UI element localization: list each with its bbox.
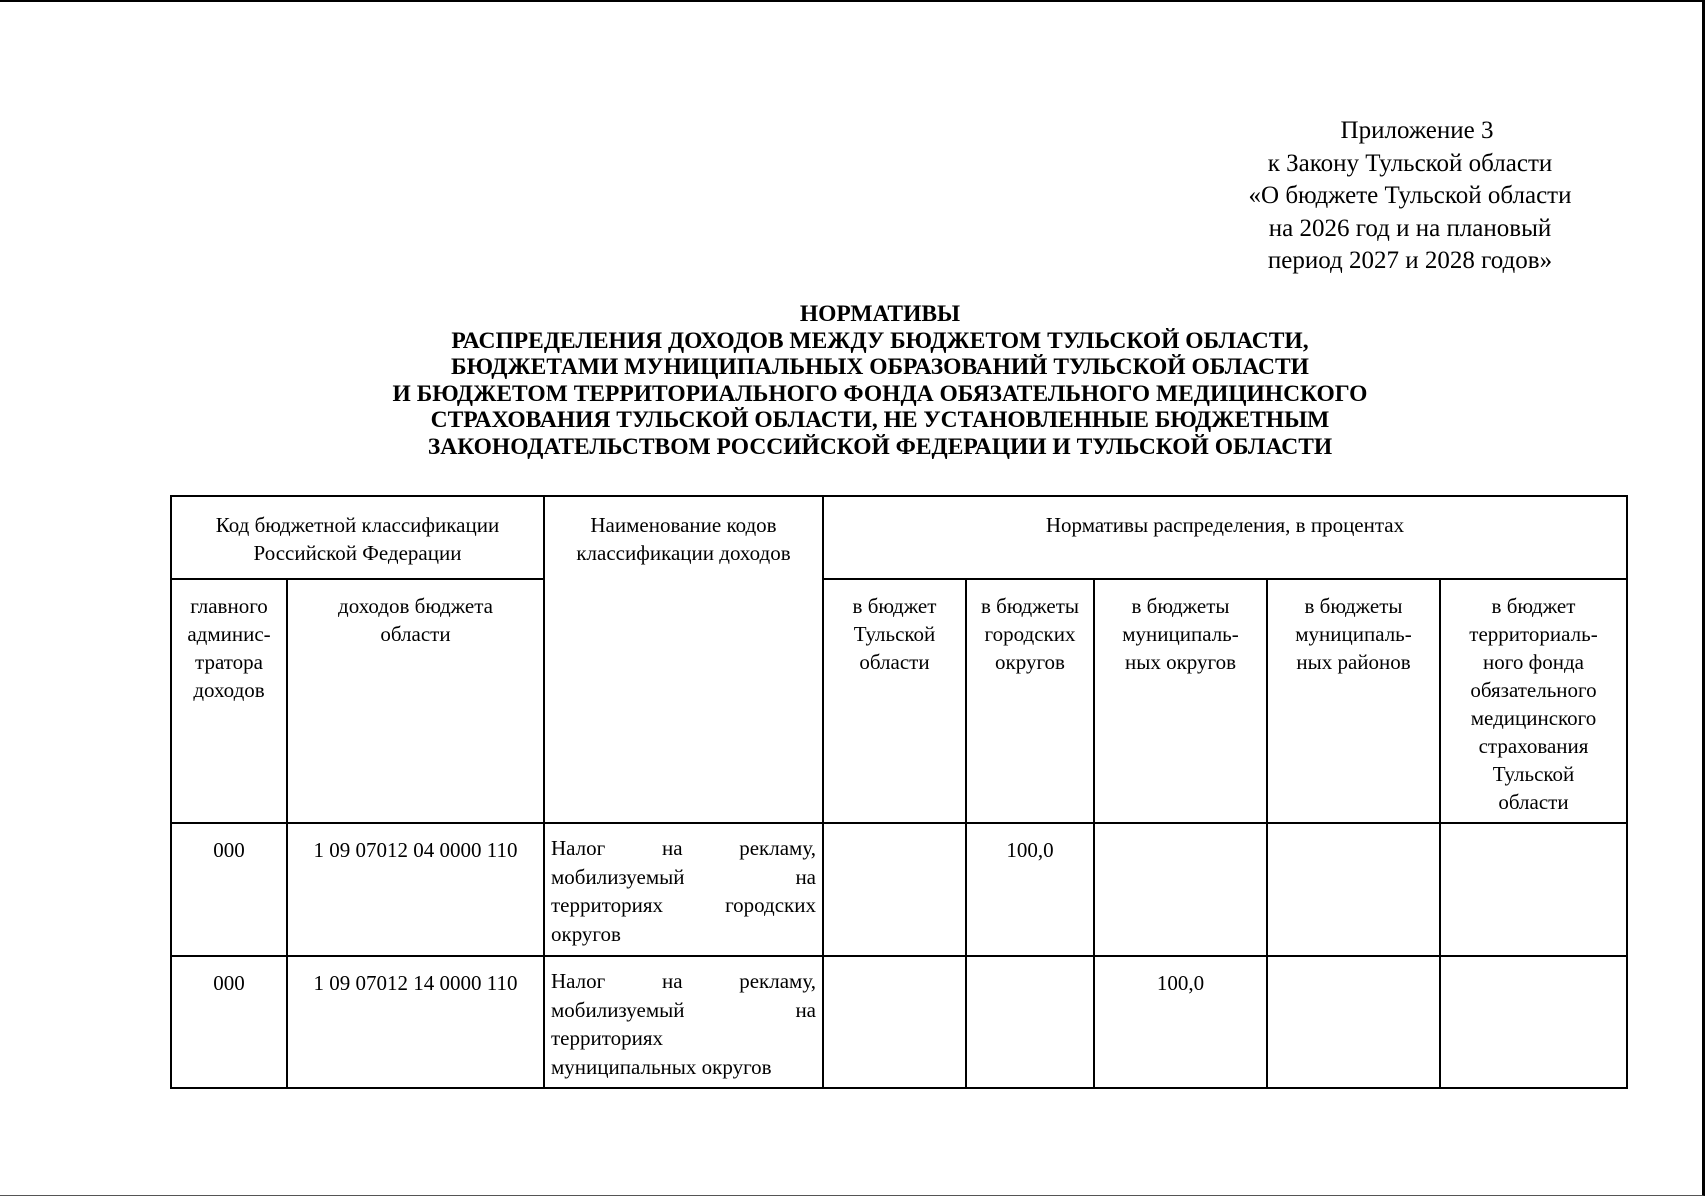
cell-code: 1 09 07012 04 0000 110	[287, 823, 544, 956]
header-code-group	[171, 496, 544, 579]
header-text: медицинского	[1470, 706, 1597, 730]
header-text: территориаль-	[1469, 622, 1598, 646]
header-text: муниципаль-	[1295, 622, 1412, 646]
title-line: СТРАХОВАНИЯ ТУЛЬСКОЙ ОБЛАСТИ, НЕ УСТАНОВЛЕННЫЕ БЮДЖЕТНЫМ	[430, 407, 1330, 434]
name-word: рекламу,	[739, 969, 816, 993]
table-row	[171, 956, 1627, 1088]
cell-fund	[1440, 956, 1627, 1088]
name-word: рекламу,	[739, 836, 816, 860]
cell-admin: 000	[171, 956, 287, 1088]
header-col-munokrug	[1094, 579, 1267, 823]
appendix-line: Приложение 3	[1340, 117, 1494, 144]
header-text: в бюджеты	[1131, 594, 1230, 618]
header-col-region	[823, 579, 966, 823]
title-line: БЮДЖЕТАМИ МУНИЦИПАЛЬНЫХ ОБРАЗОВАНИЙ ТУЛЬСКОЙ ОБЛАСТИ	[451, 354, 1309, 381]
name-word: мобилизуемый	[551, 997, 685, 1022]
header-text: области	[380, 622, 451, 646]
header-text: Код бюджетной классификации	[215, 513, 500, 537]
name-word: на	[661, 836, 683, 860]
header-text: ных районов	[1296, 650, 1411, 674]
name-line	[551, 834, 816, 863]
name-line: муниципальных округов	[551, 1054, 772, 1079]
cell-munokrug	[1094, 823, 1267, 956]
header-text: ных округов	[1124, 650, 1237, 674]
cell-munraion	[1267, 823, 1440, 956]
appendix-line: период 2027 и 2028 годов»	[1267, 247, 1553, 274]
cell-city: 100,0	[966, 823, 1094, 956]
header-col-munraion	[1267, 579, 1440, 823]
name-word: на	[661, 969, 683, 993]
header-text: округов	[995, 650, 1065, 674]
header-text: муниципаль-	[1122, 622, 1239, 646]
title-line: РАСПРЕДЕЛЕНИЯ ДОХОДОВ МЕЖДУ БЮДЖЕТОМ ТУЛЬСКОЙ ОБЛАСТИ,	[451, 327, 1309, 354]
header-text: в бюджеты	[981, 594, 1079, 618]
cell-munraion	[1267, 956, 1440, 1088]
header-text: Тульской	[1492, 762, 1575, 786]
name-word: городских	[725, 893, 816, 917]
header-text: в бюджеты	[1304, 594, 1403, 618]
title-line: ЗАКОНОДАТЕЛЬСТВОМ РОССИЙСКОЙ ФЕДЕРАЦИИ И ТУЛЬСКОЙ ОБЛАСТИ	[427, 433, 1333, 460]
header-text: Тульской	[853, 622, 936, 646]
header-text: в бюджет	[1491, 594, 1576, 618]
header-text: тратора	[195, 650, 263, 674]
header-text: в бюджет	[852, 594, 937, 618]
header-text: доходов	[193, 678, 265, 702]
header-text: области	[1498, 790, 1569, 814]
cell-fund	[1440, 823, 1627, 956]
name-line: территориях	[551, 1026, 664, 1050]
name-line	[551, 891, 816, 920]
appendix-note	[1190, 115, 1630, 278]
header-text: области	[859, 650, 930, 674]
header-col-city	[966, 579, 1094, 823]
header-text: админис-	[187, 622, 271, 646]
header-income-code	[287, 579, 544, 823]
name-line	[551, 967, 816, 996]
cell-code: 1 09 07012 14 0000 110	[287, 956, 544, 1088]
header-name	[544, 496, 823, 823]
header-admin	[171, 579, 287, 823]
appendix-line: на 2026 год и на плановый	[1268, 214, 1552, 242]
header-text: классификации доходов	[576, 541, 791, 565]
header-text: ного фонда	[1483, 650, 1584, 674]
appendix-line: «О бюджете Тульской области	[1248, 182, 1572, 209]
title-line: И БЮДЖЕТОМ ТЕРРИТОРИАЛЬНОГО ФОНДА ОБЯЗАТЕЛЬНОГО МЕДИЦИНСКОГО	[392, 380, 1368, 407]
cell-region	[823, 956, 966, 1088]
document-title	[260, 301, 1500, 461]
title-line: НОРМАТИВЫ	[799, 301, 961, 327]
name-line	[551, 863, 816, 892]
cell-city	[966, 956, 1094, 1088]
cell-name	[544, 956, 823, 1088]
name-word: территориях	[551, 893, 664, 917]
name-word: на	[795, 864, 816, 889]
cell-region	[823, 823, 966, 956]
header-text: страхования	[1478, 734, 1589, 758]
header-text: Российской Федерации	[253, 541, 462, 565]
name-word: Налог	[551, 969, 606, 993]
header-text: обязательного	[1470, 678, 1597, 702]
cell-admin: 000	[171, 823, 287, 956]
name-word: мобилизуемый	[551, 864, 685, 889]
header-text: доходов бюджета	[338, 594, 493, 618]
norms-table	[170, 495, 1628, 1089]
header-norms-group	[823, 496, 1627, 579]
cell-name	[544, 823, 823, 956]
table-row	[171, 823, 1627, 956]
name-line: округов	[551, 921, 621, 946]
name-word: на	[795, 997, 816, 1022]
header-text: Наименование кодов	[590, 513, 777, 537]
cell-munokrug: 100,0	[1094, 956, 1267, 1088]
header-text: городских	[984, 622, 1076, 646]
header-text: главного	[190, 594, 268, 618]
header-text: Нормативы распределения, в процентах	[1045, 513, 1405, 537]
name-word: Налог	[551, 836, 606, 860]
appendix-line: к Закону Тульской области	[1267, 149, 1553, 177]
name-line	[551, 996, 816, 1025]
header-col-fund	[1440, 579, 1627, 823]
